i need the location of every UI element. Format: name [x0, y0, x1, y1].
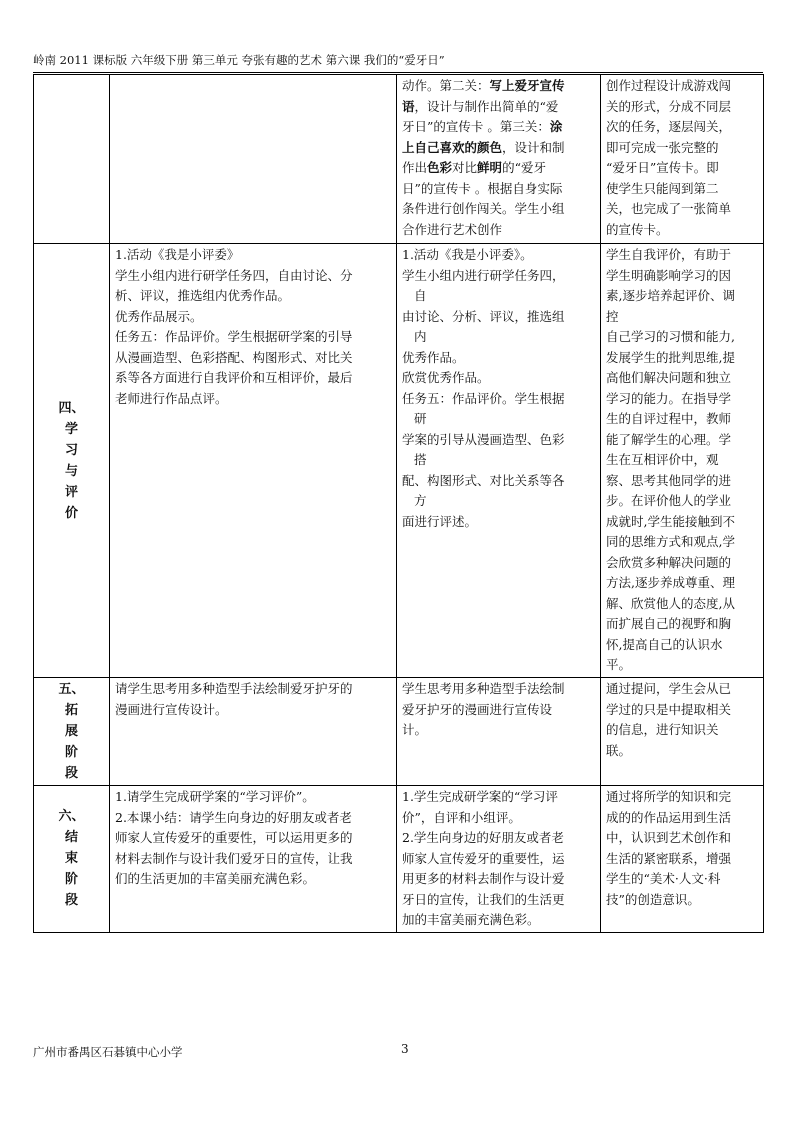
- lesson-plan-table: [33, 74, 764, 933]
- purpose-line: 控: [606, 308, 619, 324]
- purpose-line: 学过的只是中提取相关: [606, 701, 732, 717]
- purpose-line: 会欣赏多种解决问题的: [606, 554, 732, 570]
- student-line: 学生思考用多种造型手法绘制: [402, 681, 565, 696]
- bold-keyword: 涂: [549, 119, 563, 134]
- student-line: [402, 158, 595, 179]
- purpose-line: 的信息，进行知识关: [606, 722, 719, 737]
- student-line: 欣赏优秀作品。: [402, 370, 490, 385]
- purpose-line: “爱牙日”宣传卡。即: [606, 160, 719, 175]
- purpose-line: 自己学习的习惯和能力,: [606, 329, 735, 344]
- page-header: 岭南 2011 课标版 六年级下册 第三单元 夸张有趣的艺术 第六课 我们的“爱牙日”: [33, 52, 763, 73]
- student-line: 师家人宣传爱牙的重要性，运: [402, 850, 565, 866]
- purpose-line: 联。: [606, 742, 632, 758]
- stage-line: 段: [64, 766, 78, 781]
- stage-line: 价: [64, 505, 78, 521]
- student-line: 面进行评述。: [402, 513, 478, 529]
- teacher-line: 师家人宣传爱牙的重要性，可以运用更多的: [115, 830, 353, 845]
- teacher-line: 析、评议，推选组内优秀作品。: [115, 288, 291, 303]
- text-segment: 日”的宣传卡 。根据自身实际: [402, 180, 563, 196]
- design-purpose-cell: [601, 75, 764, 244]
- student-line: [402, 138, 595, 159]
- student-line: 2.学生向身边的好朋友或者老: [402, 830, 564, 845]
- stage-line: 与: [64, 463, 78, 479]
- purpose-line: 步。在评价他人的学业: [606, 493, 732, 508]
- student-line: 由讨论、分析、评议，推选组: [402, 308, 565, 324]
- student-line: 配、构图形式、对比关系等各: [402, 472, 565, 488]
- text-segment: 作出: [402, 160, 428, 175]
- stage-line: 段: [64, 893, 78, 909]
- stage-line: 四、: [58, 400, 85, 416]
- purpose-line: 次的任务，逐层闯关，: [606, 119, 732, 134]
- purpose-line: 高他们解决问题和独立: [606, 370, 732, 385]
- table-row-learning-evaluation: [34, 244, 764, 678]
- student-line: [402, 117, 595, 138]
- bold-keyword: 语: [402, 98, 415, 114]
- stage-line: 六、: [58, 809, 85, 825]
- purpose-line: 学生明确影响学习的因: [606, 267, 732, 283]
- purpose-line: 中，认识到艺术创作和: [606, 830, 732, 845]
- purpose-line: 技”的创造意识。: [606, 891, 700, 907]
- purpose-line: 怀,提高自己的认识水: [606, 636, 723, 652]
- design-purpose-cell: [601, 786, 764, 933]
- student-line: [402, 179, 595, 200]
- teacher-line: 漫画进行宣传设计。: [115, 701, 228, 717]
- stage-line: 评: [64, 484, 78, 500]
- text-segment: 合作进行艺术创作: [402, 221, 503, 237]
- stage-cell: [34, 75, 110, 244]
- teacher-line: 请学生思考用多种造型手法绘制爱牙护牙的: [115, 681, 353, 696]
- student-line: 价”，自评和小组评。: [402, 809, 521, 825]
- purpose-line: 能了解学生的心理。学: [606, 431, 732, 447]
- stage-line: 阶: [64, 745, 78, 760]
- purpose-line: 即可完成一张完整的: [606, 139, 719, 155]
- purpose-line: 的宣传卡。: [606, 221, 669, 237]
- text-segment: 对比: [452, 160, 478, 175]
- teacher-line: 们的生活更加的丰富美丽充满色彩。: [115, 871, 316, 886]
- teacher-line: 系等各方面进行自我评价和互相评价，最后: [115, 370, 353, 385]
- student-line: 任务五：作品评价。学生根据: [402, 390, 565, 406]
- footer-school-name: 广州市番禺区石碁镇中心小学: [33, 1045, 183, 1059]
- purpose-line: 通过提问，学生会从已: [606, 681, 732, 696]
- purpose-line: 学习的能力。在指导学: [606, 390, 732, 406]
- stage-line: 结: [64, 830, 78, 846]
- student-activity-cell: [397, 678, 601, 786]
- purpose-line: 解、欣赏他人的态度,从: [606, 595, 735, 611]
- student-line: 研: [414, 411, 427, 426]
- purpose-line: 察、思考其他同学的进: [606, 472, 732, 488]
- student-line: 爱牙护牙的漫画进行宣传设: [402, 701, 553, 717]
- student-line: 自: [414, 288, 427, 303]
- design-purpose-cell: [601, 244, 764, 678]
- student-line: 1.活动《我是小评委》。: [402, 247, 533, 262]
- teacher-line: 老师进行作品点评。: [115, 390, 228, 406]
- table-row-creation: [34, 75, 764, 244]
- stage-line: 阶: [64, 872, 78, 888]
- stage-line: 拓: [64, 703, 78, 718]
- student-activity-cell: [397, 786, 601, 933]
- purpose-line: 创作过程设计成游戏闯: [606, 78, 732, 93]
- bold-keyword: 色彩: [427, 160, 453, 175]
- teacher-line: 从漫画造型、色彩搭配、构图形式、对比关: [115, 349, 353, 365]
- purpose-line: 方法,逐步养成尊重、理: [606, 575, 735, 590]
- student-line: 内: [414, 329, 427, 344]
- teacher-activity-cell: [110, 244, 397, 678]
- purpose-line: 而扩展自己的视野和胸: [606, 616, 732, 631]
- student-activity-cell: [397, 75, 601, 244]
- design-purpose-cell: [601, 678, 764, 786]
- text-segment: 动作。第二关：: [402, 78, 490, 93]
- teacher-line: 任务五：作品评价。学生根据研学案的引导: [115, 329, 353, 344]
- purpose-line: 素,逐步培养起评价、调: [606, 288, 735, 303]
- purpose-line: 发展学生的批判思维,提: [606, 349, 735, 365]
- text-segment: 牙日”的宣传卡 。第三关：: [402, 119, 550, 134]
- teacher-line: 优秀作品展示。: [115, 308, 203, 324]
- purpose-line: 生活的紧密联系，增强: [606, 850, 732, 866]
- teacher-line: 材料去制作与设计我们爱牙日的宣传，让我: [115, 850, 353, 866]
- stage-cell: [34, 786, 110, 933]
- teacher-line: 学生小组内进行研学任务四，自由讨论、分: [115, 267, 353, 283]
- student-line: [402, 76, 595, 97]
- stage-line: 束: [64, 851, 78, 867]
- stage-cell: [34, 244, 110, 678]
- stage-line: 习: [64, 442, 78, 458]
- purpose-line: 通过将所学的知识和完: [606, 789, 732, 804]
- purpose-line: 学生的“美术·人文·科: [606, 871, 721, 886]
- purpose-line: 成就时,学生能接触到不: [606, 513, 735, 529]
- student-line: 用更多的材料去制作与设计爱: [402, 871, 565, 886]
- student-line: 学案的引导从漫画造型、色彩: [402, 431, 565, 447]
- table-row-conclusion: [34, 786, 764, 933]
- stage-cell: [34, 678, 110, 786]
- teacher-line: 1.请学生完成研学案的“学习评价”。: [115, 789, 315, 804]
- stage-line: 学: [64, 421, 78, 437]
- purpose-line: 成的的作品运用到生活: [606, 809, 732, 825]
- student-line: 优秀作品。: [402, 349, 465, 365]
- text-segment: 的“爱牙: [502, 160, 546, 175]
- purpose-line: 关，也完成了一张简单: [606, 201, 732, 216]
- student-line: 搭: [414, 452, 427, 467]
- text-segment: 条件进行创作闯关。学生小组: [402, 201, 565, 216]
- bold-keyword: 写上爱牙宣传: [489, 78, 565, 93]
- teacher-activity-cell: [110, 678, 397, 786]
- student-line: [402, 97, 595, 118]
- stage-line: 五、: [58, 682, 85, 697]
- student-line: 学生小组内进行研学任务四，: [402, 267, 565, 283]
- purpose-line: 平。: [606, 657, 632, 672]
- purpose-line: 使学生只能闯到第二: [606, 180, 719, 196]
- student-line: 计。: [402, 722, 428, 737]
- teacher-line: 1.活动《我是小评委》: [115, 247, 240, 262]
- table-row-extension: [34, 678, 764, 786]
- purpose-line: 同的思维方式和观点,学: [606, 534, 735, 549]
- student-line: 牙日的宣传，让我们的生活更: [402, 891, 565, 907]
- student-line: 方: [414, 493, 427, 508]
- purpose-line: 生在互相评价中，观: [606, 452, 719, 467]
- purpose-line: 生的自评过程中，教师: [606, 411, 732, 426]
- text-segment: ，设计和制: [502, 139, 565, 155]
- purpose-line: 关的形式，分成不同层: [606, 98, 732, 114]
- purpose-line: 学生自我评价，有助于: [606, 247, 732, 262]
- teacher-line: 2.本课小结：请学生向身边的好朋友或者老: [115, 809, 352, 825]
- stage-line: 展: [64, 724, 78, 739]
- student-line: [402, 199, 595, 220]
- bold-keyword: 上自己喜欢的颜色: [402, 139, 503, 155]
- student-line: 1.学生完成研学案的“学习评: [402, 789, 558, 804]
- text-segment: ，设计与制作出简单的“爱: [414, 98, 559, 114]
- teacher-activity-cell: [110, 75, 397, 244]
- page-number: 3: [401, 1042, 409, 1056]
- student-line: [402, 220, 595, 241]
- student-line: 加的丰富美丽充满色彩。: [402, 912, 540, 927]
- teacher-activity-cell: [110, 786, 397, 933]
- student-activity-cell: [397, 244, 601, 678]
- bold-keyword: 鲜明: [477, 160, 503, 175]
